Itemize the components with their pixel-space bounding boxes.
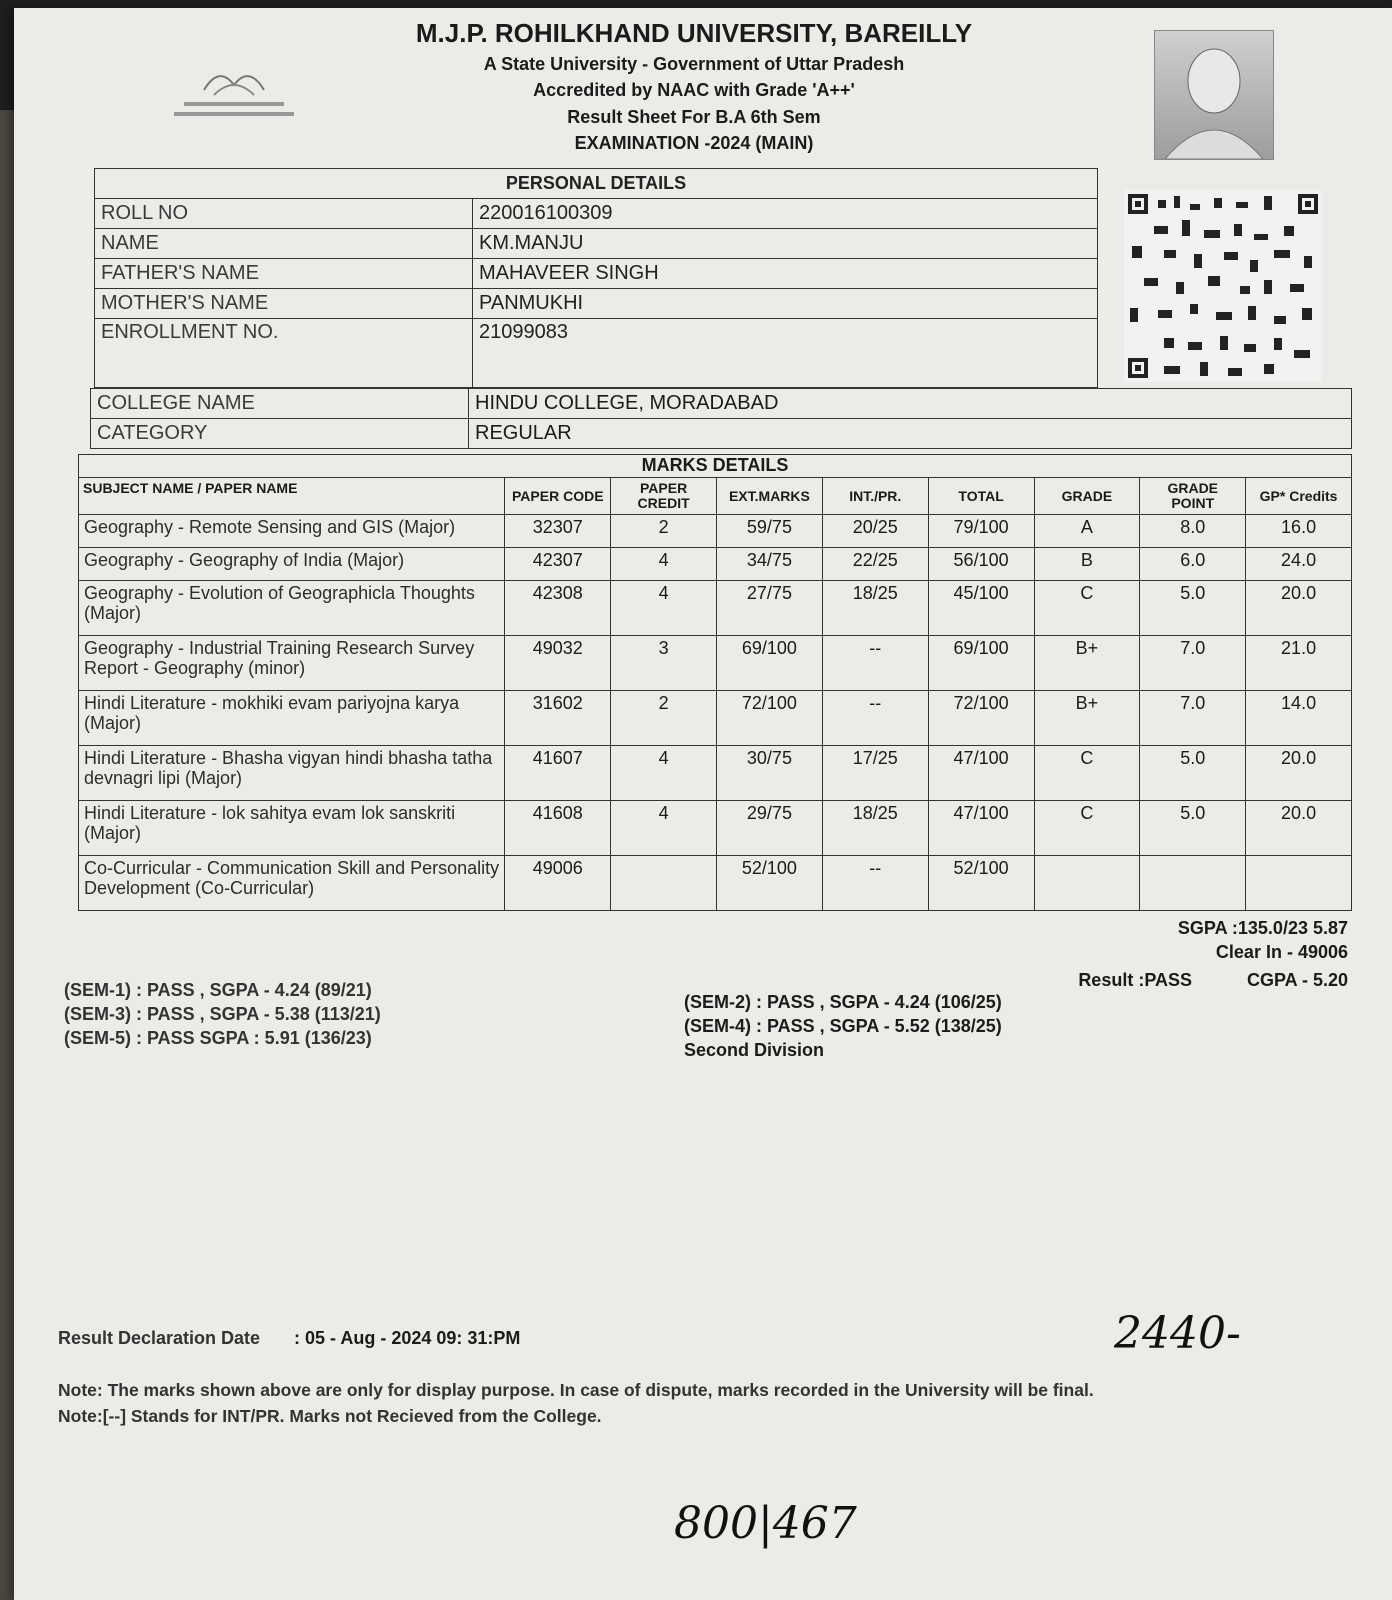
subject-name: Hindi Literature - mokhiki evam pariyojna karya (Major): [79, 691, 505, 746]
int-pr: --: [822, 636, 928, 691]
paper-code: 41608: [505, 801, 611, 856]
table-row: [79, 581, 1352, 636]
personal-details-table: [94, 168, 1098, 388]
total: 79/100: [928, 515, 1034, 548]
int-pr: 20/25: [822, 515, 928, 548]
table-row: [79, 746, 1352, 801]
enrollment-value: 21099083: [473, 319, 1098, 388]
result-sheet: [14, 8, 1392, 1600]
col-ext-marks: EXT.MARKS: [717, 478, 823, 515]
paper-code: 49032: [505, 636, 611, 691]
sem3-result: (SEM-3) : PASS , SGPA - 5.38 (113/21): [64, 1004, 381, 1024]
ext-marks: 29/75: [717, 801, 823, 856]
ext-marks: 52/100: [717, 856, 823, 911]
grade-point: 6.0: [1140, 548, 1246, 581]
col-grade: GRADE: [1034, 478, 1140, 515]
handwritten-total: 2440-: [1114, 1308, 1241, 1359]
grade: [1034, 856, 1140, 911]
clear-in: Clear In - 49006: [1215, 942, 1348, 962]
total: 47/100: [928, 746, 1034, 801]
grade: C: [1034, 746, 1140, 801]
college-category-table: [90, 388, 1352, 449]
university-subtitle: A State University - Government of Uttar Pradesh: [483, 54, 905, 74]
gp-credits: 24.0: [1246, 548, 1352, 581]
result-status: Result :PASS: [1078, 970, 1192, 990]
paper-credit: [611, 856, 717, 911]
marks-header-row: [79, 478, 1352, 515]
grade: C: [1034, 801, 1140, 856]
table-row: [79, 548, 1352, 581]
gp-credits: 20.0: [1246, 581, 1352, 636]
accreditation: Accredited by NAAC with Grade 'A++': [533, 80, 855, 100]
ext-marks: 59/75: [717, 515, 823, 548]
grade-point: 5.0: [1140, 801, 1246, 856]
cgpa-value: CGPA - 5.20: [1246, 970, 1348, 990]
father-name-value: MAHAVEER SINGH: [473, 259, 1098, 289]
total: 45/100: [928, 581, 1034, 636]
total: 56/100: [928, 548, 1034, 581]
college-value: HINDU COLLEGE, MORADABAD: [469, 389, 1352, 419]
grade-point: [1140, 856, 1246, 911]
grade: C: [1034, 581, 1140, 636]
table-row: [95, 289, 1098, 319]
paper-code: 42307: [505, 548, 611, 581]
marks-details-heading: MARKS DETAILS: [79, 455, 1352, 478]
father-name-label: FATHER'S NAME: [95, 259, 473, 289]
col-total: TOTAL: [928, 478, 1034, 515]
footer-note-1: Note: The marks shown above are only for display purpose. In case of dispute, marks recorded in the University will be final.: [58, 1380, 1094, 1400]
table-row: [79, 691, 1352, 746]
footer-note-2: Note:[--] Stands for INT/PR. Marks not Recieved from the College.: [58, 1406, 602, 1426]
gp-credits: 16.0: [1246, 515, 1352, 548]
paper-code: 49006: [505, 856, 611, 911]
paper-code: 31602: [505, 691, 611, 746]
gp-credits: 20.0: [1246, 746, 1352, 801]
sem2-result: (SEM-2) : PASS , SGPA - 4.24 (106/25): [684, 992, 1002, 1012]
ext-marks: 72/100: [717, 691, 823, 746]
subject-name: Geography - Industrial Training Research Survey Report - Geography (minor): [79, 636, 505, 691]
table-row: [95, 229, 1098, 259]
paper-credit: 3: [611, 636, 717, 691]
roll-no-value: 220016100309: [473, 199, 1098, 229]
paper-code: 42308: [505, 581, 611, 636]
int-pr: 17/25: [822, 746, 928, 801]
declaration-date-value: : 05 - Aug - 2024 09: 31:PM: [294, 1328, 521, 1348]
name-value: KM.MANJU: [473, 229, 1098, 259]
paper-code: 32307: [505, 515, 611, 548]
paper-credit: 4: [611, 548, 717, 581]
grade-point: 7.0: [1140, 636, 1246, 691]
grade: B: [1034, 548, 1140, 581]
col-subject: SUBJECT NAME / PAPER NAME: [79, 478, 505, 515]
paper-code: 41607: [505, 746, 611, 801]
total: 72/100: [928, 691, 1034, 746]
college-label: COLLEGE NAME: [91, 389, 469, 419]
paper-credit: 4: [611, 801, 717, 856]
subject-name: Geography - Geography of India (Major): [79, 548, 505, 581]
qr-code-icon: [1124, 190, 1322, 382]
table-row: [79, 856, 1352, 911]
gp-credits: [1246, 856, 1352, 911]
int-pr: --: [822, 691, 928, 746]
subject-name: Geography - Remote Sensing and GIS (Major): [79, 515, 505, 548]
subject-name: Co-Curricular - Communication Skill and Personality Development (Co-Curricular): [79, 856, 505, 911]
university-name: M.J.P. ROHILKHAND UNIVERSITY, BAREILLY: [415, 18, 973, 48]
personal-details-heading: PERSONAL DETAILS: [95, 169, 1098, 199]
table-row: [91, 419, 1352, 449]
grade-point: 7.0: [1140, 691, 1246, 746]
grade: B+: [1034, 691, 1140, 746]
ext-marks: 69/100: [717, 636, 823, 691]
declaration-date-label: Result Declaration Date: [58, 1328, 261, 1348]
grade-point: 5.0: [1140, 746, 1246, 801]
category-value: REGULAR: [469, 419, 1352, 449]
subject-name: Hindi Literature - Bhasha vigyan hindi bhasha tatha devnagri lipi (Major): [79, 746, 505, 801]
gp-credits: 14.0: [1246, 691, 1352, 746]
grade-point: 5.0: [1140, 581, 1246, 636]
examination-title: EXAMINATION -2024 (MAIN): [574, 133, 814, 153]
student-photo: [1154, 30, 1274, 160]
table-row: [95, 319, 1098, 388]
table-row: [95, 259, 1098, 289]
paper-credit: 2: [611, 691, 717, 746]
handwritten-marks: 800|467: [674, 1498, 857, 1549]
int-pr: 22/25: [822, 548, 928, 581]
sem4-result: (SEM-4) : PASS , SGPA - 5.52 (138/25): [684, 1016, 1002, 1036]
int-pr: --: [822, 856, 928, 911]
int-pr: 18/25: [822, 581, 928, 636]
gp-credits: 21.0: [1246, 636, 1352, 691]
col-int-pr: INT./PR.: [822, 478, 928, 515]
sem1-result: (SEM-1) : PASS , SGPA - 4.24 (89/21): [64, 980, 372, 1000]
paper-credit: 4: [611, 746, 717, 801]
sem5-result: (SEM-5) : PASS SGPA : 5.91 (136/23): [64, 1028, 372, 1048]
university-logo-icon: [164, 60, 304, 126]
col-gp-credits: GP* Credits: [1246, 478, 1352, 515]
grade-point: 8.0: [1140, 515, 1246, 548]
col-grade-point: GRADE POINT: [1140, 478, 1246, 515]
grade: B+: [1034, 636, 1140, 691]
ext-marks: 27/75: [717, 581, 823, 636]
ext-marks: 34/75: [717, 548, 823, 581]
table-row: [79, 636, 1352, 691]
ext-marks: 30/75: [717, 746, 823, 801]
paper-credit: 4: [611, 581, 717, 636]
mother-name-label: MOTHER'S NAME: [95, 289, 473, 319]
division: Second Division: [684, 1040, 825, 1060]
mother-name-value: PANMUKHI: [473, 289, 1098, 319]
table-row: [91, 389, 1352, 419]
col-paper-code: PAPER CODE: [505, 478, 611, 515]
category-label: CATEGORY: [91, 419, 469, 449]
int-pr: 18/25: [822, 801, 928, 856]
subject-name: Geography - Evolution of Geographicla Thoughts (Major): [79, 581, 505, 636]
marks-details-table: [78, 454, 1352, 911]
roll-no-label: ROLL NO: [95, 199, 473, 229]
table-row: [95, 199, 1098, 229]
enrollment-label: ENROLLMENT NO.: [95, 319, 473, 388]
table-row: [79, 515, 1352, 548]
col-paper-credit: PAPER CREDIT: [611, 478, 717, 515]
gp-credits: 20.0: [1246, 801, 1352, 856]
sheet-title: Result Sheet For B.A 6th Sem: [567, 107, 821, 127]
grade: A: [1034, 515, 1140, 548]
total: 52/100: [928, 856, 1034, 911]
paper-credit: 2: [611, 515, 717, 548]
total: 69/100: [928, 636, 1034, 691]
sgpa-value: SGPA :135.0/23 5.87: [1177, 918, 1348, 938]
name-label: NAME: [95, 229, 473, 259]
subject-name: Hindi Literature - lok sahitya evam lok sanskriti (Major): [79, 801, 505, 856]
table-row: [79, 801, 1352, 856]
total: 47/100: [928, 801, 1034, 856]
